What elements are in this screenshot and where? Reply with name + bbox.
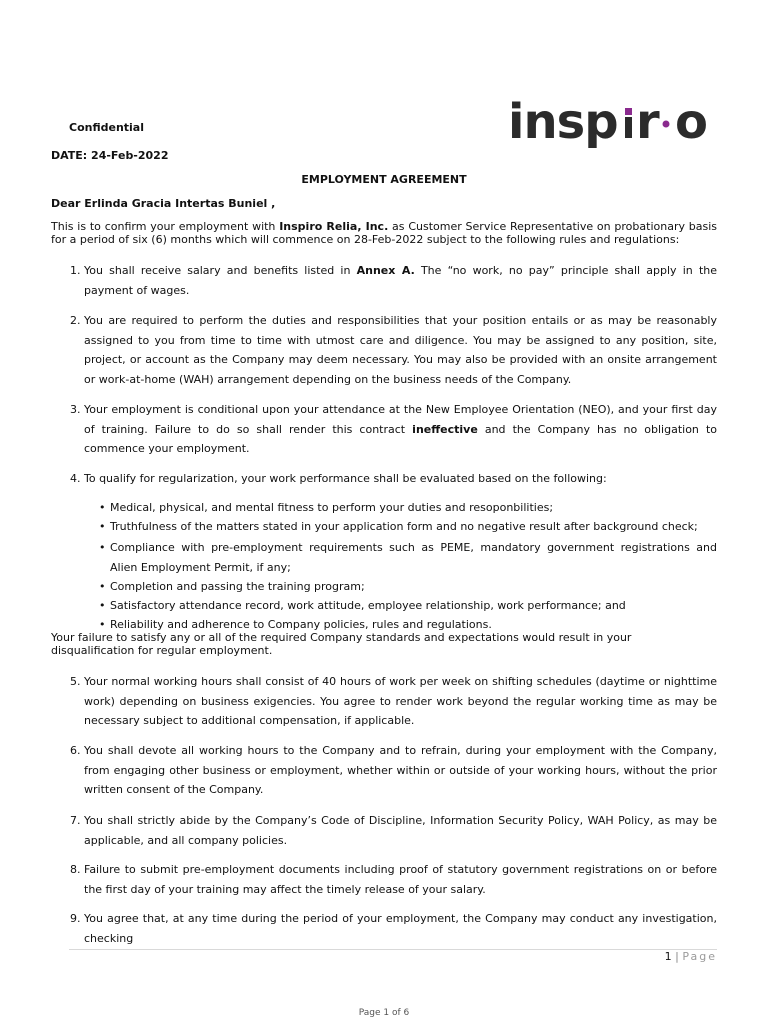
list-item-text: To qualify for regularization, your work performance shall be evaluated based on the following: [84, 472, 607, 485]
logo-accent-dot [625, 108, 632, 115]
list-item-text: You shall devote all working hours to the Company and to refrain, during your employment with the Company, from engaging other business or employment, whether within or outside of your working hours, without the prior written consent of the Company. [84, 744, 717, 796]
confidential-label: Confidential [69, 121, 145, 134]
list-item-text: The “no work, no pay” principle shall apply in the payment of wages. [84, 264, 717, 297]
bullet-text: Compliance with pre-employment requirements such as PEME, mandatory government registrations and Alien Employment Permit, if any; [110, 541, 717, 574]
bullet-icon: • [99, 501, 106, 514]
bullet-icon: • [99, 541, 106, 554]
logo-text-left: insp [508, 96, 618, 150]
list-item-text: You shall strictly abide by the Company’s Code of Discipline, Information Security Policy, WAH Policy, as may be applicable, and all company policies. [84, 814, 717, 847]
ineffective-term: ineffective [412, 422, 478, 436]
page-title: EMPLOYMENT AGREEMENT [301, 173, 467, 186]
list-item-text: You are required to perform the duties and responsibilities that your position entails or as may be reasonably assigned to you from time to time with utmost care and diligence. You may be assigned to any position, site, project, or account as the Company may deem necessary. You may also be provided with an onsite arrangement or work-at-home (WAH) arrangement depending on the business needs of the Company. [84, 314, 717, 386]
logo-text-o: o [675, 96, 707, 150]
intro-paragraph [51, 220, 717, 246]
bullet-text: Completion and passing the training program; [110, 580, 365, 593]
page-word: Page [682, 950, 717, 963]
bullet-item-2 [99, 517, 717, 537]
bullet-text: Reliability and adherence to Company policies, rules and regulations. [110, 618, 492, 631]
list-number: 5. [70, 675, 81, 688]
logo-accent-ball [663, 121, 670, 128]
bullet-icon: • [99, 520, 106, 533]
list-number: 7. [70, 814, 81, 827]
company-name: Inspiro Relia, Inc. [279, 220, 389, 233]
list-item-4 [70, 469, 717, 489]
page-of-indicator: Page 1 of 6 [358, 1008, 410, 1018]
failure-note: Your failure to satisfy any or all of the required Company standards and expectations would result in your disqualification for regular employment. [51, 631, 632, 657]
page-separator: | [675, 950, 679, 963]
list-number: 8. [70, 863, 81, 876]
salutation: Dear Erlinda Gracia Intertas Buniel , [51, 197, 276, 210]
list-number: 9. [70, 912, 81, 925]
page-number-value: 1 [664, 950, 672, 963]
list-item-3 [70, 400, 717, 459]
list-number: 2. [70, 314, 81, 327]
list-item-7 [70, 811, 717, 850]
list-number: 1. [70, 264, 81, 277]
bullet-item-3 [99, 538, 717, 577]
page-number [600, 950, 717, 963]
bullet-icon: • [99, 580, 106, 593]
list-item-text: and the Company has no obligation to commence your employment. [84, 422, 717, 455]
list-item-5 [70, 672, 717, 731]
list-item-text: Failure to submit pre-employment documents including proof of statutory government registrations on or before the first day of your training may affect the timely release of your salary. [84, 863, 717, 896]
logo-i-stem [625, 117, 632, 138]
list-item-8 [70, 860, 717, 899]
list-item-text: You agree that, at any time during the period of your employment, the Company may conduct any investigation, checking [84, 912, 717, 945]
bullet-text: Medical, physical, and mental fitness to perform your duties and resoponbilities; [110, 501, 554, 514]
logo-text-r: r [636, 96, 659, 150]
inspiro-logo [508, 96, 722, 150]
list-item-6 [70, 741, 717, 800]
list-item-9 [70, 909, 717, 948]
list-number: 3. [70, 403, 81, 416]
list-item-text: Your employment is conditional upon your attendance at the New Employee Orientation (NEO), and your first day of training. Failure to do so shall render this contract [84, 403, 717, 436]
agreement-date: DATE: 24-Feb-2022 [51, 149, 169, 162]
bullet-text: Satisfactory attendance record, work attitude, employee relationship, work performance; and [110, 599, 626, 612]
list-number: 4. [70, 472, 81, 485]
bullet-text: Truthfulness of the matters stated in your application form and no negative result after background check; [110, 520, 698, 533]
list-item-2 [70, 311, 717, 389]
list-item-text: You shall receive salary and benefits listed in [84, 264, 357, 277]
intro-text-pre: This is to confirm your employment with [51, 220, 280, 233]
intro-text-post: as Customer Service Representative on probationary basis for a period of six (6) months which will commence on 28-Feb-2022 subject to the following rules and regulations: [51, 220, 718, 246]
list-item-text: Your normal working hours shall consist of 40 hours of work per week on shifting schedules (daytime or nighttime work) depending on business exigencies. You agree to render work beyond the regular working time as may be necessary subject to additional compensation, if applicable. [84, 675, 717, 727]
list-item-1 [70, 261, 717, 300]
bullet-item-4 [99, 577, 717, 597]
list-number: 6. [70, 744, 81, 757]
bullet-item-1 [99, 498, 717, 518]
annex-a-ref: Annex A. [356, 264, 415, 277]
bullet-icon: • [99, 599, 106, 612]
bullet-item-5 [99, 596, 717, 616]
bullet-icon: • [99, 618, 106, 631]
inspiro-logo-svg [508, 96, 722, 150]
